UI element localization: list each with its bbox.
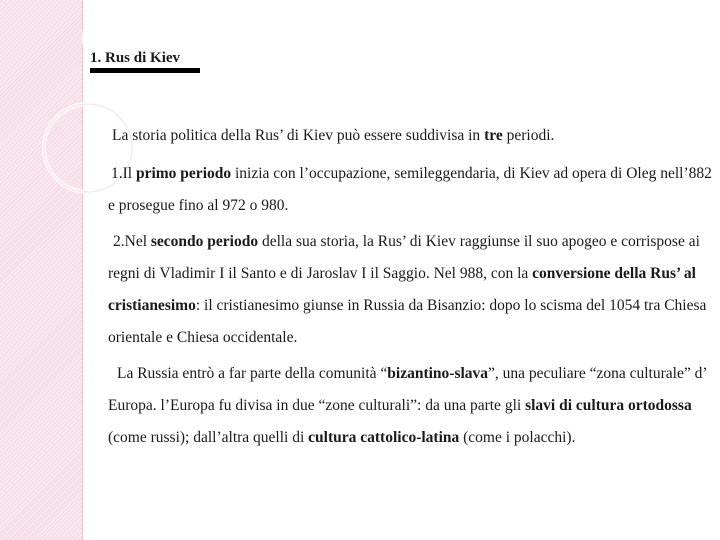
intro-paragraph: La storia politica della Rus’ di Kiev può essere suddivisa in tre periodi. bbox=[112, 127, 555, 144]
slide-body bbox=[108, 120, 714, 454]
first-period-paragraph: 1.Il primo periodo inizia con l’occupazione, semileggendaria, di Kiev ad opera di Oleg nell’882 e prosegue fino al 972 o 980. bbox=[108, 165, 712, 214]
slide-title: 1. Rus di Kiev bbox=[90, 50, 181, 66]
second-period-paragraph: 2.Nel secondo periodo della sua storia, la Rus’ di Kiev raggiunse il suo apogeo e corrispose ai regni di Vladimir I il Santo e di Jaroslav I il Saggio. Nel 988, con la conversione della Rus’ al cristianesimo: il cristianesimo giunse in Russia da Bisanzio: dopo lo scisma del 1054 tra Chiesa orientale e Chiesa occidentale. bbox=[108, 233, 707, 346]
russia-paragraph: La Russia entrò a far parte della comunità “bizantino-slava”, una peculiare “zona culturale” d’ Europa. l’Europa fu divisa in due “zone culturali”: da una parte gli slavi di cultura ortodossa (come russi); dall’altra quelli di cultura cattolico-latina (come i polacchi). bbox=[108, 365, 707, 446]
title-underline bbox=[90, 68, 200, 73]
